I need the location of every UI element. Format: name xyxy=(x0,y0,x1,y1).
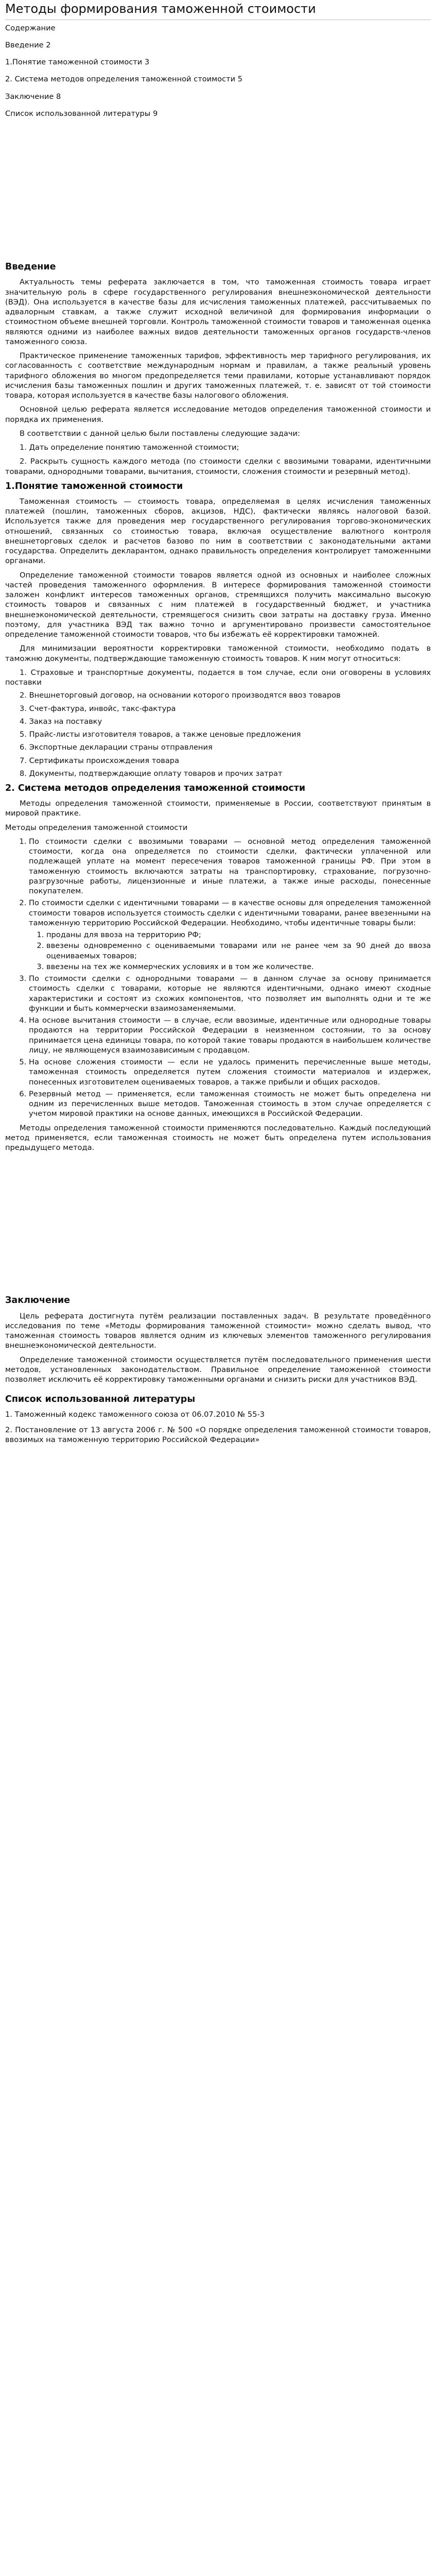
method-text: Резервный метод — применяется, если таможенная стоимость не может быть определена ни одним из перечисленных выше методов. Таможенная стоимость в этом случае определяется с учетом мировой практики на основе данных, имеющихся в Российской Федерации. xyxy=(29,1089,431,1118)
section-methods-system xyxy=(5,783,431,1153)
paragraph: Цель реферата достигнута путём реализации поставленных задач. В результате проведённого исследования по теме «Методы формирования таможенной стоимости» можно сделать вывод, что таможенная стоимость товаров является одним из ключевых элементов таможенного регулирования внешнеэкономической деятельности. xyxy=(5,1311,431,1350)
section-customs-value-concept xyxy=(5,481,431,778)
toc-item[interactable]: Список использованной литературы 9 xyxy=(5,109,158,118)
paragraph: 1. Дать определение понятию таможенной стоимости; xyxy=(20,443,239,452)
literature-heading: Список использованной литературы xyxy=(5,1394,196,1405)
introduction-section xyxy=(5,261,431,477)
method-text: По стоимости сделки с идентичными товарами — в качестве основы для определения таможенной стоимости товаров используется стоимость сделки с идентичными товарами, ранее ввезенными на таможенную территорию Российской Федерации. Необходимо, чтобы идентичные товары были: xyxy=(29,899,431,927)
method-text: На основе вычитания стоимости — в случае, если ввозимые, идентичные или однородные товары продаются на территории Российской Федерации в неизменном состоянии, то за основу принимается цена единицы товара, по которой такие товары продаются в наибольшем количестве лицу, не являющемуся взаимозависимым с продавцом. xyxy=(29,1016,431,1055)
method-text: По стоимости сделки с ввозимыми товарами — основной метод определения таможенной стоимости, когда она определяется по стоимости сделки, фактически уплаченной или подлежащей уплате на момент пересечения товаров таможенной границы РФ. При этом в таможенную стоимость включаются затраты на транспортировку, страхование, погрузочно-разгрузочные работы, лицензионные и иные платежи, а также иные расходы, понесенные покупателем. xyxy=(29,837,431,896)
paragraph: 2. Раскрыть сущность каждого метода (по стоимости сделки с ввозимыми товарами, идентичными товарами, однородными товарами, вычитания, стоимости, сложения стоимости и резервный метод). xyxy=(5,457,431,476)
introduction-heading: Введение xyxy=(5,262,56,273)
paragraph: Актуальность темы реферата заключается в том, что таможенная стоимость товара играет значительную роль в сфере государственного регулирования внешнеэкономической деятельности (ВЭД). Она используется в качестве базы для исчисления таможенных платежей, рассчитываемых по адвалорным ставкам, а также служит исходной величиной для формирования информации о стоимостном объеме внешней торговли. Контроль таможенной стоимости товаров и таможенная оценка являются одними из наиболее важных видов деятельности таможенных органов государств-членов таможенного союза. xyxy=(5,278,431,346)
literature-section xyxy=(5,1394,431,1445)
method-text: По стоимости сделки с однородными товарами — в данном случае за основу принимается стоимость сделки с товарами, которые не являются идентичными, однако имеют сходные характеристики и состоят из схожих компонентов, что позволяет им выполнять одни и те же функции и быть коммерчески взаимозаменяемыми. xyxy=(29,974,431,1013)
toc-heading: Содержание xyxy=(5,23,56,32)
methods-list xyxy=(5,837,431,1119)
toc-item[interactable]: 2. Система методов определения таможенной стоимости 5 xyxy=(5,75,242,84)
method-item xyxy=(29,898,431,972)
method-item xyxy=(29,1057,431,1087)
paragraph: Практическое применение таможенных тарифов, эффективность мер тарифного регулирования, их согласованность с соответствие международным нормам и правилам, а также реальный уровень тарифного обложения во многом предопределяется теми правилами, которые устанавливают порядок исчисления базы таможенных пошлин и других таможенных платежей, т. е. зависят от той стоимости товара, которая используется в качестве базы налогового обложения. xyxy=(5,351,431,400)
list-item: 8. Документы, подтверждающие оплату товаров и прочих затрат xyxy=(20,769,283,778)
list-item: 7. Сертификаты происхождения товара xyxy=(20,756,180,765)
toc-item[interactable]: 1.Понятие таможенной стоимости 3 xyxy=(5,58,150,67)
paragraph: Основной целью реферата является исследование методов определения таможенной стоимости и порядка их применения. xyxy=(5,405,431,424)
paragraph: Определение таможенной стоимости осуществляется путём последовательного применения шести методов, установленных законодательством. Правильное определение таможенной стоимости позволяет исключить её корректировку таможенными органами и снизить риски для участников ВЭД. xyxy=(5,1355,431,1384)
method-item xyxy=(29,1089,431,1119)
paragraph: Определение таможенной стоимости товаров является одной из основных и наиболее сложных частей проведения таможенного оформления. В интересе формирования таможенной стоимости заложен конфликт интересов таможенных органов, стремящихся получить максимально высокую стоимость товаров и связанных с ним платежей в государственный бюджет, и участника внешнеэкономической деятельности, стремящегося снизить свои затраты на доставку груза. Именно поэтому, для участника ВЭД так важно точно и аргументировано произвести самостоятельное определение таможенной стоимости товаров, что бы избежать её корректировки таможней. xyxy=(5,570,431,639)
document-title: Методы формирования таможенной стоимости xyxy=(5,1,431,20)
paragraph: Таможенная стоимость — стоимость товара, определяемая в целях исчисления таможенных платежей (пошлин, таможенных сборов, акцизов, НДС), фактически являясь налоговой базой. Используется также для проведения мер государственного регулирования торгово-экономических отношений, связанных со стоимостью товара, включая осуществление валютного контроля внешнеторговых сделок и расчетов базово по ним в соответствии с законодательными актами государства. Определить декларантом, однако правильность определения контролирует таможенными органами. xyxy=(5,497,431,566)
method-item xyxy=(29,974,431,1013)
table-of-contents xyxy=(5,23,431,119)
paragraph: В соответствии с данной целью были поставлены следующие задачи: xyxy=(20,429,300,438)
method-text: На основе сложения стоимости — если не удалось применить перечисленные выше методы, таможенная стоимость определяется путем сложения стоимости материалов и издержек, понесенных изготовителем оцениваемых товаров, а также прибыли и общих расходов. xyxy=(29,1058,431,1087)
literature-item: 2. Постановление от 13 августа 2006 г. № 500 «О порядке определения таможенной стоимости товаров, ввозимых на таможенную территорию Российской Федерации» xyxy=(5,1425,431,1444)
paragraph: Методы определения таможенной стоимости применяются последовательно. Каждый последующий метод применяется, если таможенная стоимость не может быть определена путем использования предыдущего метода. xyxy=(5,1123,431,1153)
page-break-space xyxy=(5,126,431,252)
toc-item[interactable]: Введение 2 xyxy=(5,40,51,49)
conclusion-section xyxy=(5,1295,431,1384)
list-item: 1. Страховые и транспортные документы, подается в том случае, если они оговорены в условиях поставки xyxy=(5,668,431,687)
toc-item[interactable]: Заключение 8 xyxy=(5,92,61,101)
section-2-heading: 2. Система методов определения таможенной стоимости xyxy=(5,783,306,794)
documents-list xyxy=(5,668,431,778)
literature-item: 1. Таможенный кодекс таможенного союза от 06.07.2010 № 55-3 xyxy=(5,1410,265,1419)
paragraph: Методы определения таможенной стоимости, применяемые в России, соответствуют принятым в мировой практике. xyxy=(5,799,431,818)
list-item: 2. Внешнеторговый договор, на основании которого производятся ввоз товаров xyxy=(20,691,341,700)
list-item: 6. Экспортные декларации страны отправления xyxy=(20,743,213,752)
conclusion-heading: Заключение xyxy=(5,1295,71,1306)
section-1-heading: 1.Понятие таможенной стоимости xyxy=(5,481,183,492)
list-item: 4. Заказ на поставку xyxy=(20,717,102,726)
list-item: 5. Прайс-листы изготовителя товаров, а также ценовые предложения xyxy=(20,730,301,739)
conditions-list xyxy=(29,930,431,972)
method-item xyxy=(29,837,431,896)
methods-list-heading: Методы определения таможенной стоимости xyxy=(5,823,188,832)
condition-item: 1. проданы для ввоза на территорию РФ; xyxy=(46,930,431,940)
list-item: 3. Счет-фактура, инвойс, такс-фактура xyxy=(20,704,176,713)
paragraph: Для минимизации вероятности корректировки таможенной стоимости, необходимо подать в таможню документы, подтверждающие таможенную стоимость товаров. К ним могут относиться: xyxy=(5,644,431,663)
condition-item: 3. ввезены на тех же коммерческих условиях и в том же количестве. xyxy=(46,962,431,972)
page-break-space xyxy=(5,1157,431,1285)
method-item xyxy=(29,1015,431,1055)
condition-item: 2. ввезены одновременно с оцениваемыми товарами или не ранее чем за 90 дней до ввоза оцениваемых товаров; xyxy=(46,941,431,961)
